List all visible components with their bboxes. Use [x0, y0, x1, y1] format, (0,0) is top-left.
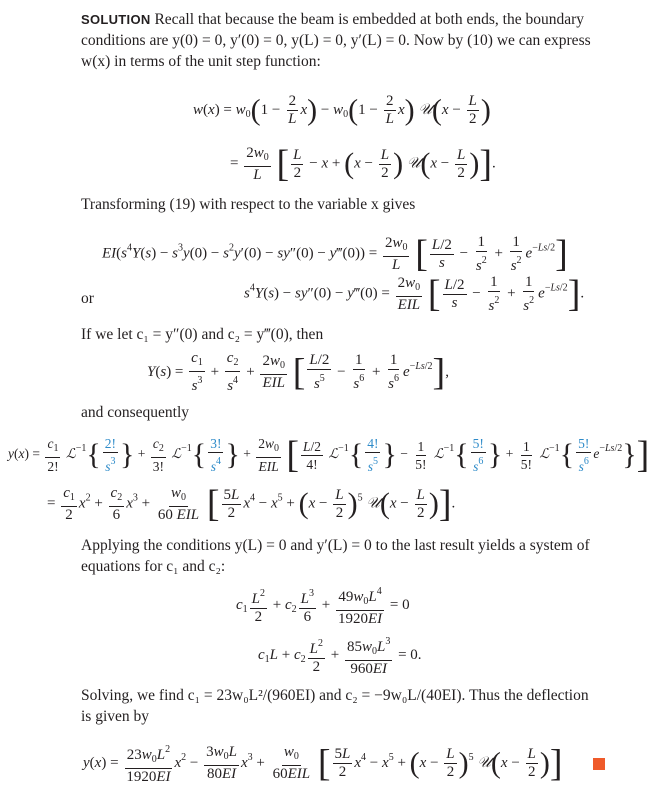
para-solving-2: is given by	[81, 708, 150, 725]
equation-y-polynomial: = $\frac{c_1}{2}$ $x^2$ + $\frac{c_2}{6}$ $x^3$ + $\frac{w_0}{\text{60 EIL}}$ [ $\frac{5L}{2}$ $x^4 - x^5 + (x$ − $\frac{L}{2}$ )$^5$ 𝒰(x − $\frac{L}{2}$ )].	[47, 483, 456, 525]
equation-final-deflection: y(x) = $\frac{23w_0L^2}{1920EI}$ $x^2$ − $\frac{3w_0L}{80EI}$ $x^3$ + $\frac{w_0}{\text{60EIL}}$ [ $\frac{5L}{2}$ $x^4 - x^5 + (x$ − $\frac{L}{2}$ )$^5$ 𝒰(x − $\frac{L}{2}$ )]	[83, 742, 563, 785]
equation-w-expanded: = $\frac{2w_0}{L}$ [ $\frac{L}{2}$ − x + (x − $\frac{L}{2}$ ) 𝒰(x − $\frac{L}{2}$ )].	[230, 143, 496, 185]
equation-inverse-laplace: y(x) = $\frac{c_1}{2!}$ ℒ$^{-1}${ $\frac{2!}{s^3}$ } + $\frac{c_2}{3!}$ ℒ$^{-1}${ $\frac{3!}{s^4}$ } + $\frac{2w_0}{\text{EIL}}$ [ $\frac{L/2}{4!}$ ℒ$^{-1}${ $\frac{4!}{s^5}$ } − $\frac{1}{5!}$ ℒ$^{-1}${ $\frac{5!}{s^6}$ } + $\frac{1}{5!}$ ℒ$^{-1}${ $\frac{5!}{s^6}$ $e^{-Ls/2}$}]	[8, 434, 649, 476]
end-of-solution-marker	[593, 758, 605, 770]
equation-Y-of-s: Y(s) = $\frac{c_1}{s^3}$ + $\frac{c_2}{s^4}$ + $\frac{2w_0}{\text{EIL}}$ [ $\frac{L/2}{s^5}$ − $\frac{1}{s^6}$ + $\frac{1}{s^6}$ $e^{-Ls/2}$],	[147, 350, 449, 394]
intro-line-1: SOLUTION Recall that because the beam is embedded at both ends, the boundary	[81, 11, 585, 28]
para-let-c: If we let c₁ = y″(0) and c₂ = y‴(0), then	[81, 326, 324, 343]
intro-line-3: w(x) in terms of the unit step function:	[81, 53, 321, 70]
equation-transform-s4y: $s^4Y(s) - sy''(0)$ − y‴(0) = $\frac{2w_0}{\text{EIL}}$ [ $\frac{L/2}{s}$ − $\frac{1}{s^2}$ + $\frac{1}{s^2}$ $e^{-Ls/2}$].	[244, 273, 585, 315]
equation-w-step-form: $w(x) = w_0(1$ − $\frac{2}{L}$ $x) - w_0(1$ − $\frac{2}{L}$ x) 𝒰(x − $\frac{L}{2}$ )	[193, 93, 491, 127]
equation-transform-ei: $EI(s^4Y(s) - s^3y(0) - s^2y'(0) - sy''(0)$ − y‴(0)) = $\frac{2w_0}{L}$ [ $\frac{L/2}{s}$ − $\frac{1}{s^2}$ + $\frac{1}{s^2}$ $e^{-Ls/2}$]	[102, 233, 568, 275]
word-or: or	[81, 290, 94, 307]
para-applying-1: Applying the conditions y(L) = 0 and y′(L) = 0 to the last result yields a system of	[81, 537, 590, 554]
para-consequently: and consequently	[81, 404, 190, 421]
equation-system-2: $c_1L + c_2$ $\frac{L^2}{2}$ + $\frac{85w_0L^3}{960EI}$ = 0.	[258, 633, 422, 678]
para-transforming: Transforming (19) with respect to the variable x gives	[81, 196, 416, 213]
solution-label: SOLUTION	[81, 12, 151, 27]
intro-line-2: conditions are y(0) = 0, y′(0) = 0, y(L) = 0, y′(L) = 0. Now by (10) we can express	[81, 32, 591, 49]
equation-system-1: $c_1$ $\frac{L^2}{2}$ + $c_2$ $\frac{L^3}{6}$ + $\frac{49w_0L^4}{1920EI}$ = 0	[236, 583, 410, 628]
para-applying-2: equations for c₁ and c₂:	[81, 558, 226, 575]
para-solving-1: Solving, we find c₁ = 23w₀L²/(960EI) and c₂ = −9w₀L/(40EI). Thus the deflection	[81, 687, 589, 704]
